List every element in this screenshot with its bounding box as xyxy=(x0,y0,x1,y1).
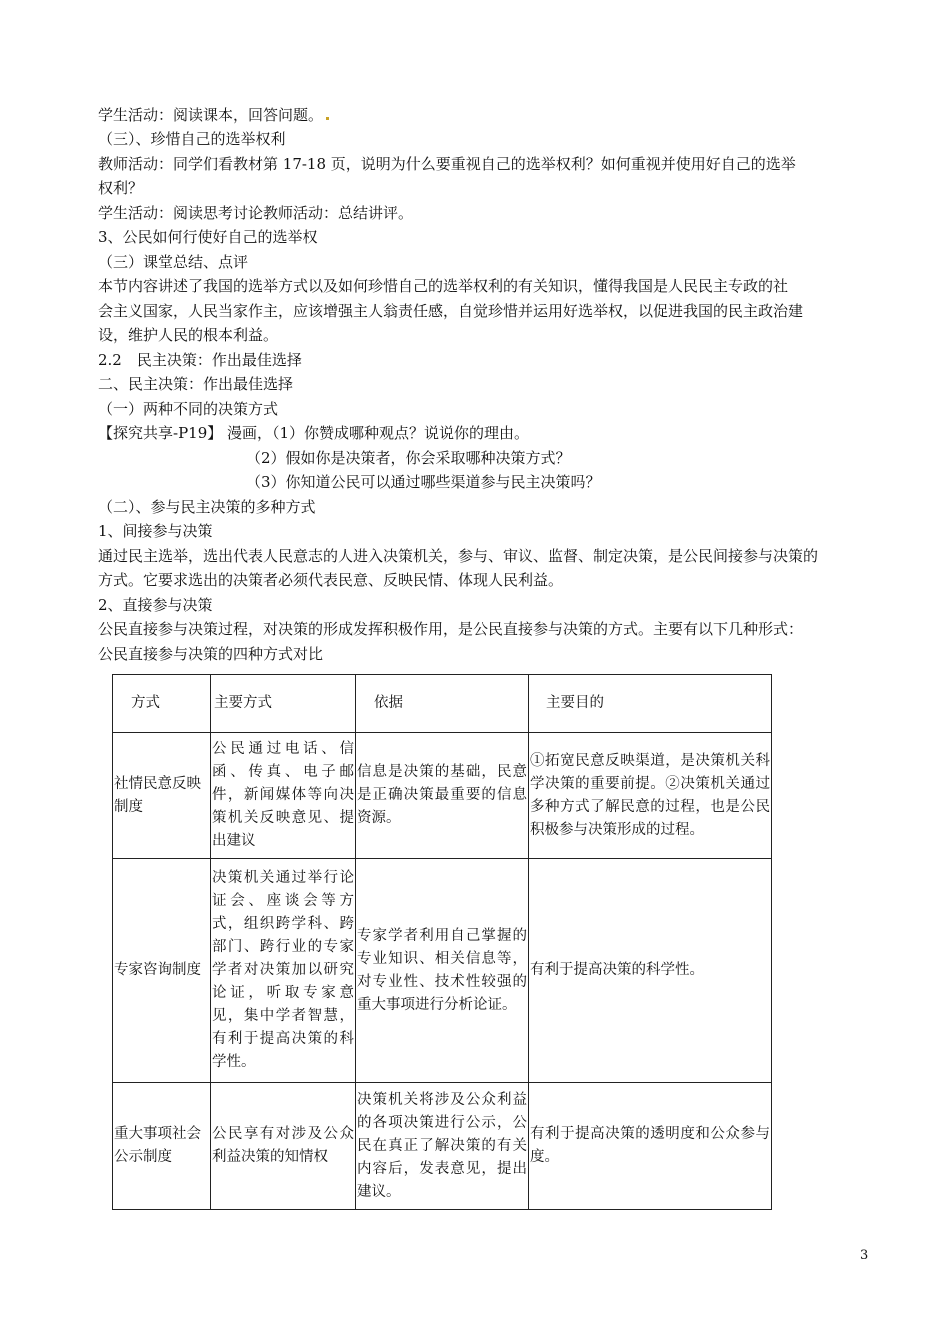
table-cell: 专家咨询制度 xyxy=(113,859,211,1083)
header-cell: 主要方式 xyxy=(211,675,356,733)
header-cell: 方式 xyxy=(113,675,211,733)
table-header-row xyxy=(113,675,772,733)
table-cell: 公民通过电话、信函、传真、电子邮件，新闻媒体等向决策机关反映意见、提出建议 xyxy=(211,733,356,859)
text-line xyxy=(98,103,878,127)
table-cell: 有利于提高决策的透明度和公众参与度。 xyxy=(529,1083,772,1210)
table-cell: 社情民意反映制度 xyxy=(113,733,211,859)
numbered-heading: 2、直接参与决策 xyxy=(98,596,213,614)
student-activity-2: 学生活动：阅读思考讨论教师活动：总结讲评。 xyxy=(98,204,414,222)
summary-line-2: 会主义国家，人民当家作主，应该增强主人翁责任感，自觉珍惜并运用好选举权，以促进我国的民主政治建 xyxy=(98,302,804,320)
inquiry-question-3: （3）你知道公民可以通过哪些渠道参与民主决策吗？ xyxy=(246,473,601,491)
table-cell: 重大事项社会公示制度 xyxy=(113,1083,211,1210)
yellow-mark xyxy=(326,117,329,120)
table-cell: ①拓宽民意反映渠道，是决策机关科学决策的重要前提。②决策机关通过多种方式了解民意的过程，也是公民积极参与决策形成的过程。 xyxy=(529,733,772,859)
header-cell: 依据 xyxy=(356,675,529,733)
summary-line-1: 本节内容讲述了我国的选举方式以及如何珍惜自己的选举权利的有关知识，懂得我国是人民民主专政的社 xyxy=(98,277,789,295)
table-cell: 决策机关通过举行论证会、座谈会等方式，组织跨学科、跨部门、跨行业的专家学者对决策加以研究论证，听取专家意见，集中学者智慧，有利于提高决策的科学性。 xyxy=(211,859,356,1083)
comparison-table xyxy=(112,674,772,1210)
table-cell: 专家学者利用自己掌握的专业知识、相关信息等，对专业性、技术性较强的重大事项进行分析论证。 xyxy=(356,859,529,1083)
indirect-line-2: 方式。它要求选出的决策者必须代表民意、反映民情、体现人民利益。 xyxy=(98,571,564,589)
inquiry-question-1: 【探究共享-P19】 漫画，（1）你赞成哪种观点？说说你的理由。 xyxy=(98,424,530,442)
table-row xyxy=(113,859,772,1083)
numbered-heading: 3、公民如何行使好自己的选举权 xyxy=(98,228,318,246)
table-cell: 信息是决策的基础，民意是正确决策最重要的信息资源。 xyxy=(356,733,529,859)
lesson-title: 2.2 民主决策：作出最佳选择 xyxy=(98,351,302,369)
numbered-heading: 1、间接参与决策 xyxy=(98,522,213,540)
student-activity-1: 学生活动：阅读课本，回答问题。 xyxy=(98,106,324,124)
section-heading: （一）两种不同的决策方式 xyxy=(98,400,279,418)
section-heading: （三）课堂总结、点评 xyxy=(98,253,249,271)
section-heading: （二）、参与民主决策的多种方式 xyxy=(98,498,316,516)
direct-line: 公民直接参与决策过程，对决策的形成发挥积极作用，是公民直接参与决策的方式。主要有以下几种形式： xyxy=(98,620,804,638)
page-number: 3 xyxy=(860,1248,869,1263)
inquiry-question-2: （2）假如你是决策者，你会采取哪种决策方式？ xyxy=(246,449,571,467)
table-row xyxy=(113,733,772,859)
table-cell: 有利于提高决策的科学性。 xyxy=(529,859,772,1083)
table-cell: 决策机关将涉及公众利益的各项决策进行公示，公民在真正了解决策的有关内容后，发表意见，提出建议。 xyxy=(356,1083,529,1210)
indirect-line-1: 通过民主选举，选出代表人民意志的人进入决策机关，参与、审议、监督、制定决策，是公民间接参与决策的 xyxy=(98,547,819,565)
header-cell: 主要目的 xyxy=(529,675,772,733)
chapter-heading: 二、民主决策：作出最佳选择 xyxy=(98,375,294,393)
table-caption: 公民直接参与决策的四种方式对比 xyxy=(98,645,324,663)
summary-line-3: 设，维护人民的根本利益。 xyxy=(98,326,279,344)
section-heading: （三）、珍惜自己的选举权利 xyxy=(98,130,286,148)
teacher-activity-cont: 权利？ xyxy=(98,179,144,197)
table-cell: 公民享有对涉及公众利益决策的知情权 xyxy=(211,1083,356,1210)
teacher-activity: 教师活动：同学们看教材第 17-18 页，说明为什么要重视自己的选举权利？如何重视并使用好自己的选举 xyxy=(98,155,796,173)
table-row xyxy=(113,1083,772,1210)
